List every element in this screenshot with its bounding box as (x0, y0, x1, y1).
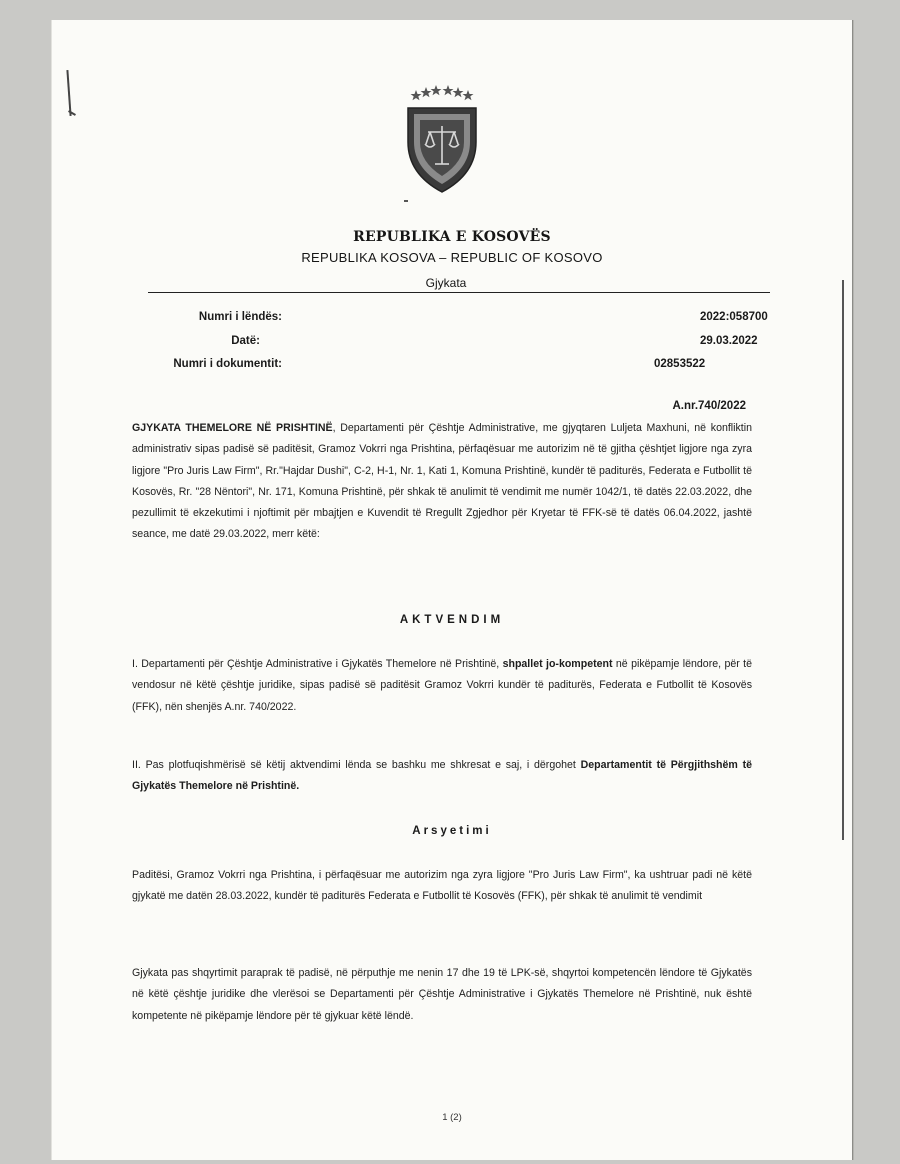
ruling-2-start: II. Pas plotfuqishmërisë së këtij aktvendimi lënda se bashku me shkresat e saj, i dërgohet (132, 759, 581, 771)
page-number: 1 (2) (442, 1112, 462, 1123)
reasoning-heading: Arsyetimi (412, 825, 492, 837)
reasoning-paragraph-1: Paditësi, Gramoz Vokrri nga Prishtina, i përfaqësuar me autorizim nga zyra ligjore "Pro Juris Law Firm", ka ushtruar padi në këtë gjykatë me datën 28.03.2022, kundër të paditurës Federata e Futbollit të Kosovës (FFK), për shkak të anulimit të vendimit (132, 869, 752, 903)
emblem-stars (411, 85, 474, 100)
ruling-point-2 (132, 755, 752, 798)
header-divider (148, 292, 770, 293)
ruling-1-start: I. Departamenti për Çështje Administrative i Gjykatës Themelore në Prishtinë, (132, 658, 503, 670)
court-label: Gjykata (425, 276, 467, 290)
country-title-translations: REPUBLIKA KOSOVA – REPUBLIC OF KOSOVO (301, 250, 603, 265)
ruling-1-end: në pikëpamje lëndore, për të vendosur në këtë çështje juridike, sipas padisë së paditësit Gramoz Vokrri kundër të paditurës, Federata e Futbollit të Kosovës (FFK), nën shenjës A.nr. 740/2022. (132, 658, 752, 713)
ruling-2-bold: Departamentit të Përgjithshëm të Gjykatës Themelore në Prishtinë. (132, 759, 752, 793)
country-title: REPUBLIKA E KOSOVËS (353, 229, 551, 245)
date-label: Datë: (231, 335, 260, 347)
court-name: GJYKATA THEMELORE NË PRISHTINË (132, 422, 333, 434)
case-number-label: Numri i lëndës: (198, 311, 282, 323)
document-page (52, 20, 852, 1160)
case-reference: A.nr.740/2022 (672, 400, 746, 412)
page-edge-shadow (842, 280, 844, 840)
kosovo-coat-of-arms-icon (402, 78, 482, 196)
date-value: 29.03.2022 (700, 335, 758, 347)
document-number-value: 02853522 (654, 358, 706, 370)
ruling-point-1 (132, 654, 752, 718)
document-number-label: Numri i dokumentit: (173, 358, 282, 370)
intro-text: , Departamenti për Çështje Administrative, me gjyqtaren Luljeta Maxhuni, në konfliktin administrativ sipas padisë së paditësit, Gramoz Vokrri nga Prishtina, përfaqësuar me autorizim në të gjitha çështjet ligjore nga zyra ligjore "Pro Juris Law Firm", Rr."Hajdar Dushi", C-2, H-1, Nr. 1, Kati 1, Komuna Prishtinë, kundër të paditurës, Federata e Futbollit të Kosovës, Rr. "28 Nëntori", Nr. 171, Komuna Prishtinë, për shkak të anulimit të vendimit me numër 1042/1, të datës 22.03.2022, dhe pezullimit të ekzekutimi i njoftimit për mbajtjen e Kuvendit të Rregullt Zgjedhor për Kryetar të FFK-së të datës 06.04.2022, jashtë seance, me datë 29.03.2022, merr këtë: (132, 422, 752, 541)
reasoning-paragraph-2: Gjykata pas shqyrtimit paraprak të padisë, në përputhje me nenin 17 dhe 19 të LPK-së, shqyrtoi kompetencën lëndore të Gjykatës në këtë çështje juridike dhe vlerësoi se Departamenti për Çështje Administrative i Gjykatës Themelore në Prishtinë, nuk është kompetente në pikëpamje lëndore për të gjykuar këtë lëndë. (132, 967, 752, 1022)
intro-paragraph (132, 418, 752, 546)
case-number-value: 2022:058700 (700, 311, 768, 323)
pen-mark (66, 70, 71, 116)
scan-mark (404, 200, 408, 202)
ruling-1-bold: shpallet jo-kompetent (502, 658, 613, 670)
aktvendim-heading: AKTVENDIM (399, 614, 505, 626)
